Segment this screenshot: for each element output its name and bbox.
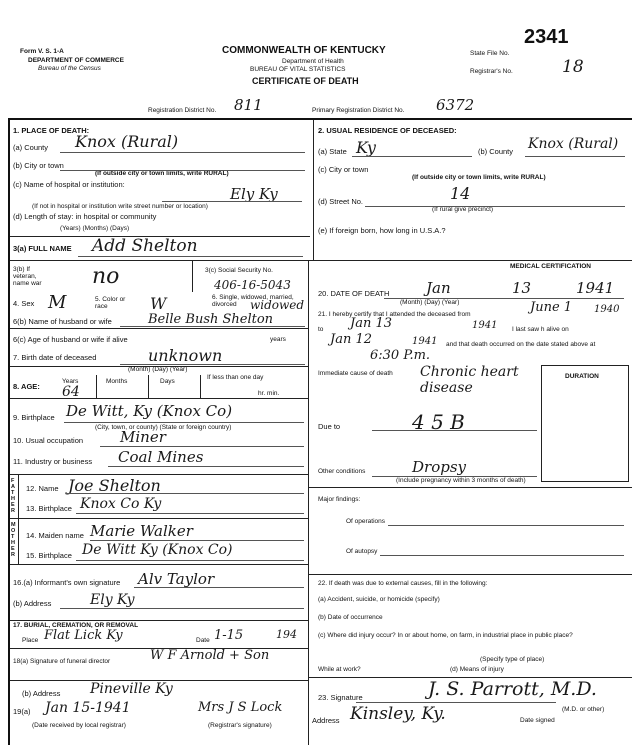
parent-side-rule <box>18 474 19 564</box>
signature-underline <box>356 702 556 703</box>
spouse-label: 6(b) Name of husband or wife <box>13 317 112 326</box>
res-city-note: (If outside city or town limits, write RURAL) <box>412 174 546 181</box>
autopsy-label: Of autopsy <box>346 548 378 555</box>
attended-to: Jan 13 <box>350 316 393 331</box>
due-to-underline <box>372 430 537 431</box>
date-of-death-month: Jan <box>426 279 451 297</box>
other-underline <box>372 476 537 477</box>
attended-from: June 1 <box>530 300 573 315</box>
frame-top <box>8 118 632 120</box>
other-conditions-note: (Include pregnancy within 3 months of death) <box>396 477 526 484</box>
full-name-underline <box>78 256 303 257</box>
res-street-underline <box>365 206 625 207</box>
county-underline <box>60 152 305 153</box>
age-less-label: If less than one day <box>207 374 264 381</box>
res-county-underline <box>525 156 625 157</box>
funeral-address-value: Pineville Ky <box>90 681 173 697</box>
county-label: (a) County <box>13 143 49 152</box>
foreign-label: (e) If foreign born, how long in U.S.A.? <box>318 226 446 235</box>
dept-commerce: DEPARTMENT OF COMMERCE <box>28 57 124 64</box>
city-note: (If outside city or town limits, write RURAL) <box>95 170 229 177</box>
last-saw-date: Jan 12 <box>330 332 373 347</box>
res-state-underline <box>352 156 472 157</box>
due-to-label: Due to <box>318 422 341 431</box>
age-div-1 <box>96 375 97 398</box>
hospital-value: Ely Ky <box>230 185 278 203</box>
marital-label: 6. Single, widowed, married, divorced <box>212 294 294 308</box>
duration-label: DURATION <box>565 373 599 380</box>
rule-age <box>10 398 308 399</box>
industry-underline <box>108 466 304 467</box>
residence-title: 2. USUAL RESIDENCE OF DECEASED: <box>318 126 457 135</box>
place-of-death-title: 1. PLACE OF DEATH: <box>13 126 90 135</box>
last-saw-year: 1941 <box>412 336 438 347</box>
informant-address-label: (b) Address <box>13 599 52 608</box>
burial-date-value: 1-15 <box>214 628 244 643</box>
ssn-label: 3(c) Social Security No. <box>205 267 273 274</box>
mother-birthplace-value: De Witt Ky (Knox Co) <box>82 542 233 558</box>
informant-label: 16.(a) Informant's own signature <box>13 578 121 587</box>
birthplace-label: 9. Birthplace <box>13 413 55 422</box>
date-of-death-year: 1941 <box>576 279 615 297</box>
hospital-underline <box>162 201 302 202</box>
commonwealth-title: COMMONWEALTH OF KENTUCKY <box>222 45 386 56</box>
rule-sex <box>10 328 308 329</box>
father-name-label: 12. Name <box>26 484 59 493</box>
operations-underline <box>388 525 624 526</box>
spouse-age-units: years <box>270 336 286 343</box>
reg-district-value: 811 <box>234 96 263 114</box>
length-of-stay-label: (d) Length of stay: in hospital or community <box>13 212 157 221</box>
mother-bp-underline <box>76 560 304 561</box>
signature-value: J. S. Parrott, M.D. <box>428 678 597 700</box>
spouse-age-label: 6(c) Age of husband or wife if alive <box>13 335 128 344</box>
industry-value: Coal Mines <box>118 448 204 466</box>
signature-note: (M.D. or other) <box>562 706 605 713</box>
informant-underline <box>134 587 304 588</box>
res-state-value: Ky <box>356 138 376 157</box>
state-file-label: State File No. <box>470 50 510 57</box>
father-name-underline <box>66 493 304 494</box>
mother-name-label: 14. Maiden name <box>26 531 84 540</box>
birth-date-value: unknown <box>148 346 223 365</box>
attended-to-year: 1941 <box>472 320 498 331</box>
registrar-signature-note: (Registrar's signature) <box>208 722 272 729</box>
immediate-cause-label: Immediate cause of death <box>318 370 393 377</box>
age-less-units: hr. min. <box>258 390 280 397</box>
occupation-label: 10. Usual occupation <box>13 436 84 445</box>
full-name-label: 3(a) FULL NAME <box>13 244 72 253</box>
received-note: (Date received by local registrar) <box>32 722 126 729</box>
registrar-number: 18 <box>562 57 584 77</box>
attended-to-label: to <box>318 326 324 333</box>
burial-date-label: Date <box>196 637 210 644</box>
frame-left <box>8 118 10 745</box>
burial-year-value: 194 <box>276 628 297 641</box>
immediate-cause-value: Chronic heart disease <box>420 364 519 396</box>
res-city-label: (c) City or town <box>318 165 369 174</box>
ssn-value: 406-16-5043 <box>214 278 291 292</box>
age-days-label: Days <box>160 378 175 385</box>
state-file-number: 2341 <box>524 26 569 48</box>
received-value: Jan 15-1941 <box>45 700 131 716</box>
age-div-3 <box>200 375 201 398</box>
length-units: (Years) (Months) (Days) <box>60 225 130 232</box>
divider-top <box>313 120 314 260</box>
ext-c-note: (Specify type of place) <box>480 656 545 663</box>
occupation-value: Miner <box>120 428 166 446</box>
ext-a-label: (a) Accident, suicide, or homicide (specify) <box>318 596 440 603</box>
father-name-value: Joe Shelton <box>68 476 161 495</box>
birthplace-units: (City, town, or county) (State or foreign country) <box>95 424 232 431</box>
burial-place-value: Flat Lick Ky <box>44 628 123 643</box>
rule-below-name <box>10 260 632 261</box>
bureau-census: Bureau of the Census <box>38 65 101 72</box>
birth-date-units: (Month) (Day) (Year) <box>128 366 188 373</box>
operations-label: Of operations <box>346 518 386 525</box>
autopsy-underline <box>380 555 624 556</box>
informant-address-value: Ely Ky <box>90 592 135 608</box>
funeral-director-label: 18(a) Signature of funeral director <box>13 658 111 665</box>
external-causes-label: 22. If death was due to external causes, fill in the following: <box>318 580 488 587</box>
mother-name-underline <box>90 540 304 541</box>
burial-label: 17. BURIAL, CREMATION, OR REMOVAL <box>13 622 139 629</box>
age-years-value: 64 <box>62 384 80 400</box>
last-saw-text: I last saw h alive on <box>512 326 569 333</box>
duration-box <box>541 365 629 482</box>
age-years-label: Years <box>62 378 79 385</box>
veteran-value: no <box>92 264 120 289</box>
res-street-note: (If rural give precinct) <box>432 206 494 213</box>
rule-autopsy <box>308 574 632 575</box>
industry-label: 11. Industry or business <box>13 457 93 466</box>
county-value: Knox (Rural) <box>75 132 179 151</box>
other-conditions-value: Dropsy <box>412 458 467 476</box>
date-of-death-day: 13 <box>512 279 532 297</box>
burial-place-label: Place <box>22 637 39 644</box>
medical-title: MEDICAL CERTIFICATION <box>510 263 592 270</box>
bureau-vital: BUREAU OF VITAL STATISTICS <box>250 66 346 73</box>
ext-b-label: (b) Date of occurrence <box>318 614 383 621</box>
hospital-note: (If not in hospital or institution write street number or location) <box>32 203 208 210</box>
age-months-label: Months <box>106 378 128 385</box>
mother-name-value: Marie Walker <box>90 522 193 540</box>
means-label: (d) Means of injury <box>450 666 504 673</box>
res-county-value: Knox (Rural) <box>528 136 619 152</box>
rule-informant <box>10 564 308 565</box>
signature-label: 23. Signature <box>318 693 363 702</box>
date-signed-label: Date signed <box>520 717 555 724</box>
funeral-director-value: W F Arnold + Son <box>150 648 270 663</box>
address-value: Kinsley, Ky. <box>350 704 446 724</box>
birthplace-underline <box>64 422 304 423</box>
death-time: 6:30 P.m. <box>370 348 431 363</box>
registrar-signature-value: Mrs J S Lock <box>198 700 283 715</box>
res-state-label: (a) State <box>318 147 347 156</box>
certificate-title: CERTIFICATE OF DEATH <box>252 76 359 86</box>
major-findings-label: Major findings: <box>318 496 361 503</box>
birthplace-value: De Witt, Ky (Knox Co) <box>66 402 233 420</box>
city-label: (b) City or town <box>13 161 64 170</box>
sex-label: 4. Sex <box>13 299 35 308</box>
birth-date-underline <box>120 364 305 365</box>
while-at-work-label: While at work? <box>318 666 361 673</box>
rule-burial <box>10 620 308 621</box>
spouse-value: Belle Bush Shelton <box>148 312 274 327</box>
death-occurred-text: and that death occurred on the date stated above at <box>446 341 596 348</box>
rule-other <box>308 487 632 488</box>
mother-side-label: MOTHER <box>11 522 16 558</box>
date-of-death-label: 20. DATE OF DEATH <box>318 289 390 298</box>
color-label: 5. Color or race <box>95 296 126 310</box>
veteran-label: 3(b) If veteran, name war <box>13 266 42 287</box>
due-to-value: 4 5 B <box>412 410 465 434</box>
city-underline <box>60 170 305 171</box>
divider-main <box>308 260 309 745</box>
primary-district-label: Primary Registration District No. <box>312 107 405 114</box>
father-birthplace-value: Knox Co Ky <box>80 496 162 512</box>
received-label: 19(a) <box>13 707 31 716</box>
form-number: Form V. S. 1-A <box>20 48 64 55</box>
reg-district-label: Registration District No. <box>148 107 217 114</box>
date-of-death-units: (Month) (Day) (Year) <box>400 299 460 306</box>
occupation-underline <box>100 446 304 447</box>
funeral-address-label: (b) Address <box>22 689 61 698</box>
dept-health: Department of Health <box>282 58 344 65</box>
spouse-underline <box>120 326 305 327</box>
father-bp-underline <box>76 513 304 514</box>
birth-date-label: 7. Birth date of deceased <box>13 353 97 362</box>
date-of-death-underline <box>384 298 624 299</box>
rule-mother <box>10 518 308 519</box>
color-value: W <box>150 294 167 313</box>
res-county-label: (b) County <box>478 147 514 156</box>
hospital-label: (c) Name of hospital or institution: <box>13 180 125 189</box>
father-birthplace-label: 13. Birthplace <box>26 504 72 513</box>
marital-value: widowed <box>250 298 305 312</box>
attended-text: 21. I hereby certify that I attended the deceased from <box>318 311 471 318</box>
registrar-label: Registrar's No. <box>470 68 513 75</box>
mother-birthplace-label: 15. Birthplace <box>26 551 72 560</box>
other-conditions-label: Other conditions <box>318 468 366 475</box>
sex-value: M <box>48 292 67 313</box>
informant-value: Alv Taylor <box>138 570 215 588</box>
veteran-divider <box>192 260 193 292</box>
rule-father <box>10 474 308 475</box>
res-street-label: (d) Street No. <box>318 197 364 206</box>
age-div-2 <box>148 375 149 398</box>
ext-c-label: (c) Where did injury occur? In or about home, on farm, in industrial place in public place? <box>318 632 573 639</box>
primary-district-value: 6372 <box>436 96 475 114</box>
attended-from-year: 1940 <box>594 304 620 315</box>
address-label: Address <box>312 716 340 725</box>
informant-addr-underline <box>60 608 304 609</box>
full-name-value: Add Shelton <box>92 236 198 256</box>
father-side-label: FATHER <box>11 478 15 514</box>
res-street-value: 14 <box>450 184 471 203</box>
age-label: 8. AGE: <box>13 382 40 391</box>
